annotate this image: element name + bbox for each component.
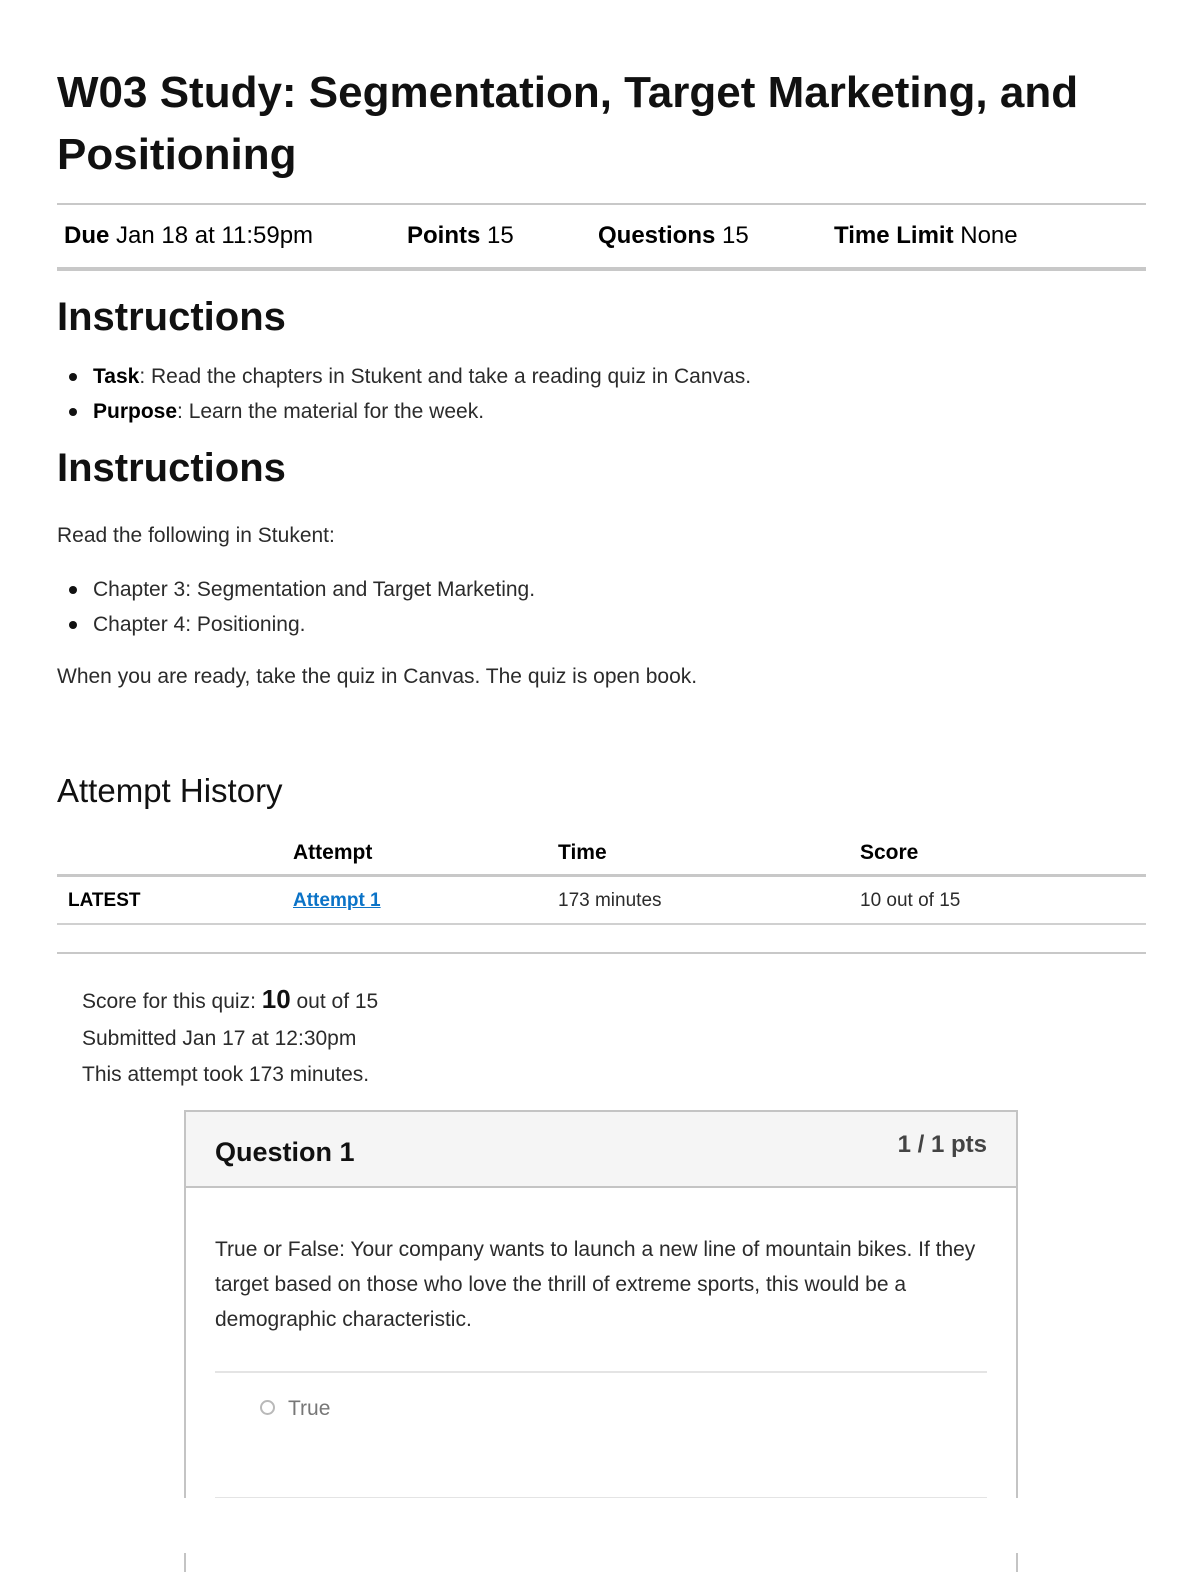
score-suffix: out of 15	[290, 990, 379, 1013]
list-item: Chapter 3: Segmentation and Target Marketing.	[57, 572, 535, 607]
score-prefix: Score for this quiz:	[82, 990, 262, 1013]
score-value: 10	[261, 984, 291, 1014]
due-label: Due	[64, 222, 110, 249]
page-bottom-margin	[0, 1498, 1200, 1553]
reading-closing: When you are ready, take the quiz in Canvas. The quiz is open book.	[57, 665, 698, 688]
list-item	[57, 359, 751, 394]
column-header-time: Time	[558, 841, 607, 864]
latest-tag: LATEST	[68, 890, 141, 911]
attempt-history-table	[57, 834, 1146, 925]
due-date	[64, 222, 313, 250]
table-header	[57, 834, 1146, 877]
list-item: Chapter 4: Positioning.	[57, 607, 535, 642]
time-limit-value: None	[960, 222, 1018, 249]
instructions-heading: Instructions	[57, 295, 286, 339]
reading-intro: Read the following in Stukent:	[57, 524, 335, 547]
points-value: 15	[487, 222, 514, 249]
task-label: Task	[93, 365, 140, 388]
instructions-heading-2: Instructions	[57, 446, 286, 490]
submitted-time: Submitted Jan 17 at 12:30pm	[82, 1027, 357, 1050]
question-points: 1 / 1 pts	[897, 1131, 987, 1158]
table-row	[57, 877, 1146, 925]
attempt-history-heading: Attempt History	[57, 772, 283, 809]
answer-divider	[215, 1371, 987, 1373]
due-value: Jan 18 at 11:59pm	[116, 222, 314, 249]
attempt-time: 173 minutes	[558, 890, 662, 911]
quiz-page	[57, 0, 1146, 1420]
attempt-link[interactable]: Attempt 1	[293, 890, 381, 911]
reading-list	[57, 572, 535, 642]
radio-icon[interactable]	[260, 1400, 275, 1415]
purpose-label: Purpose	[93, 400, 178, 423]
column-header-attempt: Attempt	[293, 841, 373, 864]
question-text: True or False: Your company wants to launch a new line of mountain bikes. If they target based on those who love the thrill of extreme sports, this would be a demographic characteristic.	[215, 1238, 976, 1331]
questions-label: Questions	[598, 222, 716, 249]
page-title: W03 Study: Segmentation, Target Marketing, and Positioning	[57, 68, 1079, 179]
points	[407, 222, 514, 250]
attempt-score: 10 out of 15	[860, 890, 961, 911]
task-text: : Read the chapters in Stukent and take a reading quiz in Canvas.	[139, 365, 752, 388]
attempt-duration: This attempt took 173 minutes.	[82, 1063, 370, 1086]
quiz-meta-bar	[57, 203, 1146, 271]
list-item	[57, 394, 751, 429]
answer-option[interactable]	[260, 1395, 330, 1423]
section-divider	[57, 952, 1146, 954]
quiz-score	[82, 985, 378, 1016]
questions-value: 15	[722, 222, 749, 249]
purpose-text: : Learn the material for the week.	[177, 400, 485, 423]
answer-label: True	[288, 1397, 331, 1420]
questions-count	[598, 222, 749, 250]
question-header	[186, 1112, 1016, 1188]
points-label: Points	[407, 222, 481, 249]
time-limit-label: Time Limit	[834, 222, 954, 249]
task-list	[57, 359, 751, 429]
column-header-score: Score	[860, 841, 919, 864]
time-limit	[834, 222, 1018, 250]
question-title: Question 1	[215, 1137, 355, 1167]
